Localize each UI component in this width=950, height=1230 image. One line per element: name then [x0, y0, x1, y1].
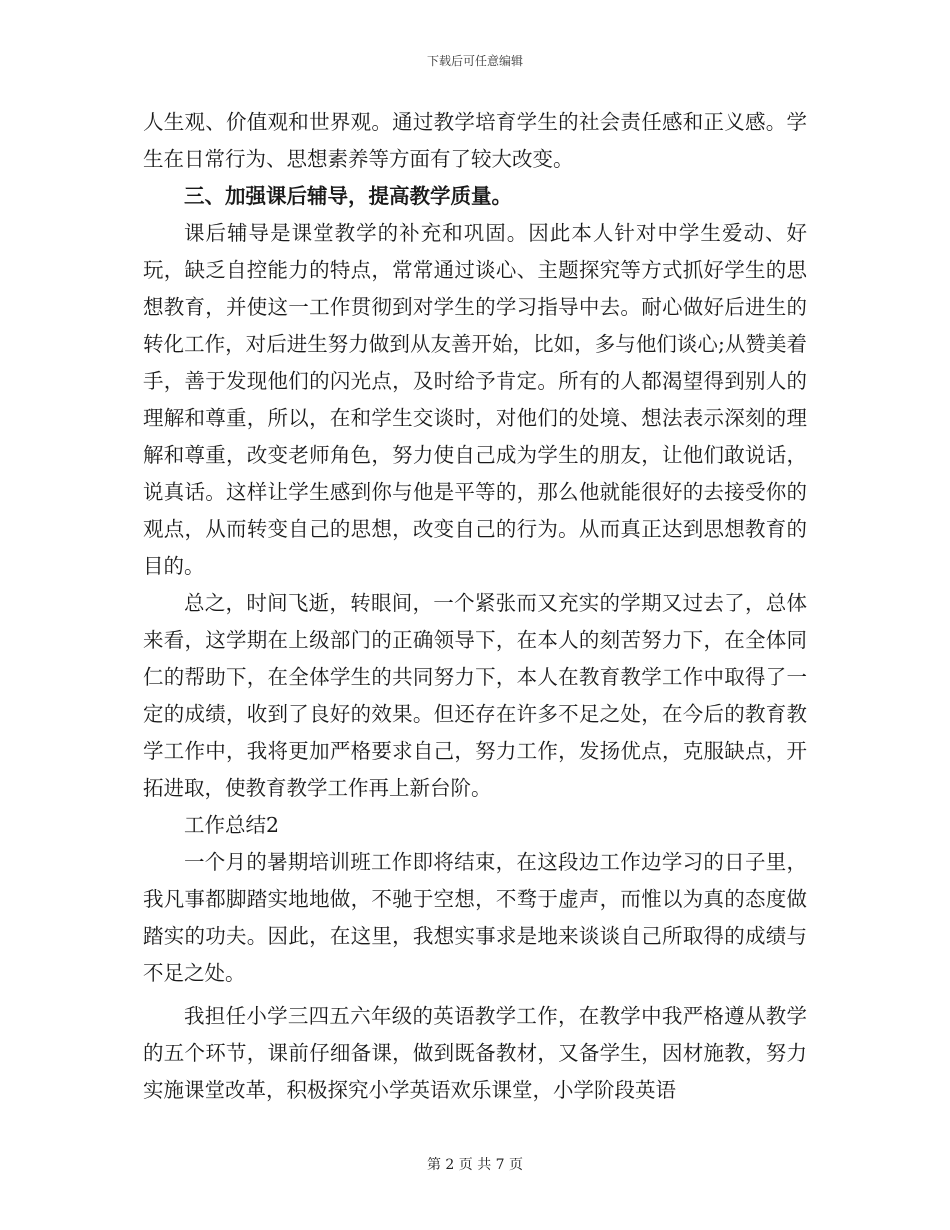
paragraph-5: 我担任小学三四五六年级的英语教学工作，在教学中我严格遵从教学的五个环节，课前仔细备课，做到既备教材，又备学生，因材施教，努力实施课堂改革，积极探究小学英语欢乐课堂，小学阶段英语 — [143, 1004, 807, 1102]
page-footer: 第 2 页 共 7 页 — [426, 1157, 524, 1173]
paragraph-3: 总之，时间飞逝，转眼间，一个紧张而又充实的学期又过去了，总体来看，这学期在上级部门的正确领导下，在本人的刻苦努力下，在全体同仁的帮助下，在全体学生的共同努力下，本人在教育教学工作中取得了一定的成绩，收到了良好的效果。但还存在许多不足之处，在今后的教育教学工作中，我将更加严格要求自己，努力工作，发扬优点，克服缺点，开拓进取，使教育教学工作再上新台阶。 — [143, 591, 807, 800]
section-title-2: 工作总结2 — [184, 813, 280, 837]
paragraph-2: 课后辅导是课堂教学的补充和巩固。因此本人针对中学生爱动、好玩，缺乏自控能力的特点，常常通过谈心、主题探究等方式抓好学生的思想教育，并使这一工作贯彻到对学生的学习指导中去。耐心做好后进生的转化工作，对后进生努力做到从友善开始，比如，多与他们谈心;从赞美着手，善于发现他们的闪光点，及时给予肯定。所有的人都渴望得到别人的理解和尊重，所以，在和学生交谈时，对他们的处境、想法表示深刻的理解和尊重，改变老师角色，努力使自己成为学生的朋友，让他们敢说话，说真话。这样让学生感到你与他是平等的，那么他就能很好的去接受你的观点，从而转变自己的思想，改变自己的行为。从而真正达到思想教育的目的。 — [143, 221, 807, 578]
paragraph-1: 人生观、价值观和世界观。通过教学培育学生的社会责任感和正义感。学生在日常行为、思想素养等方面有了较大改变。 — [143, 110, 807, 171]
paragraph-4: 一个月的暑期培训班工作即将结束，在这段边工作边学习的日子里，我凡事都脚踏实地地做，不驰于空想，不骛于虚声，而惟以为真的态度做踏实的功夫。因此，在这里，我想实事求是地来谈谈自己所取得的成绩与不足之处。 — [143, 850, 807, 985]
section-heading-3: 三、加强课后辅导，提高教学质量。 — [184, 184, 512, 208]
page-header: 下载后可任意编辑 — [426, 54, 523, 68]
document-body — [143, 104, 807, 1109]
